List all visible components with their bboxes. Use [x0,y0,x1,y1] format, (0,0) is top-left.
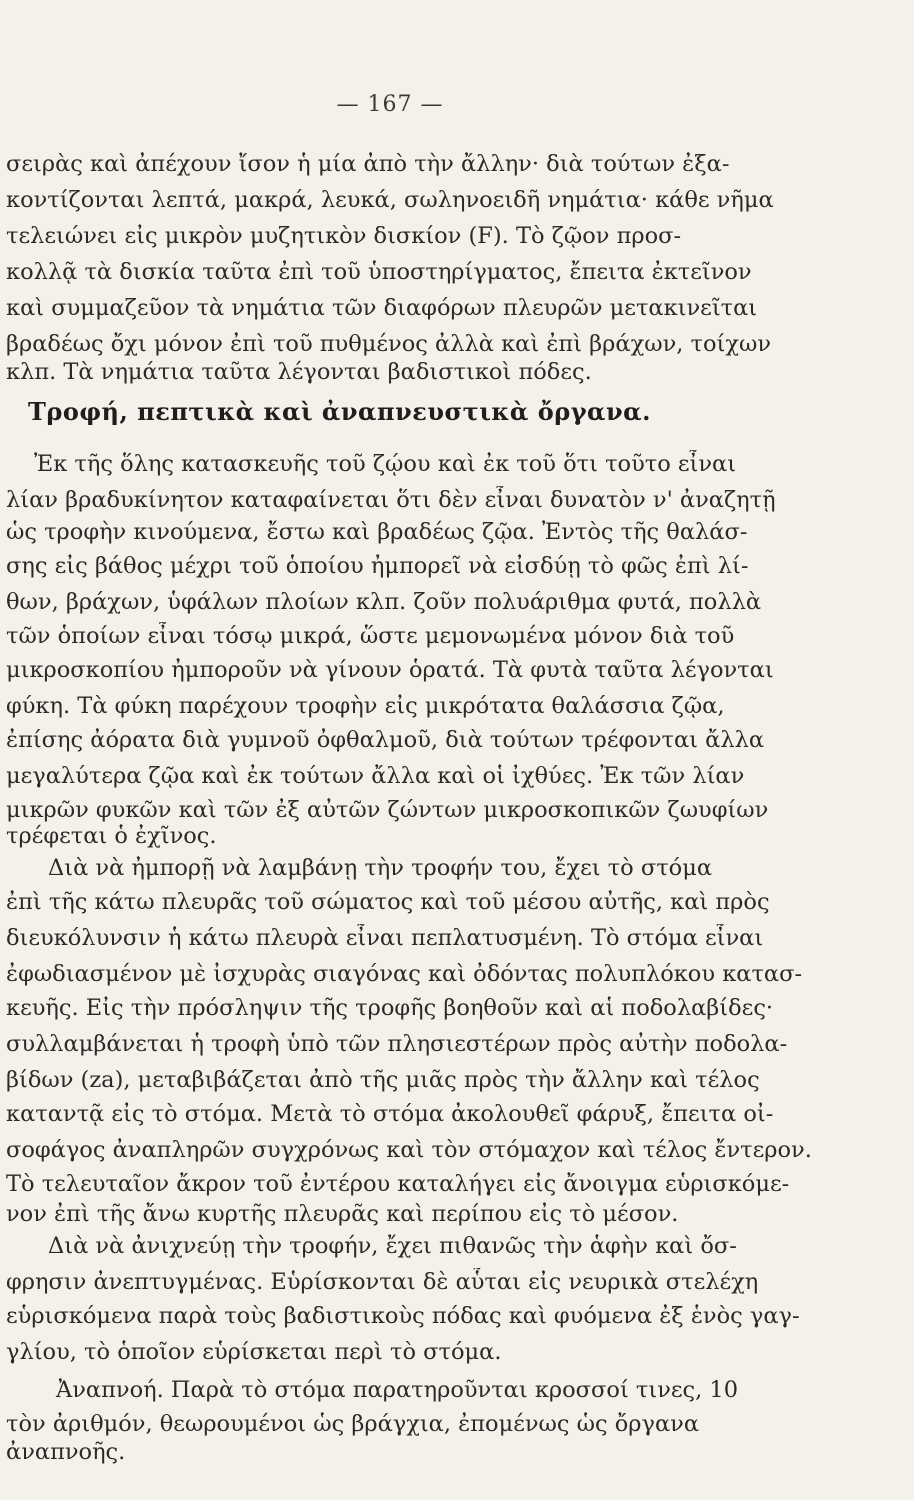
text-line: μεγαλύτερα ζῷα καὶ ἐκ τούτων ἄλλα καὶ οἱ ἰχθύες. Ἐκ τῶν λίαν [6,763,745,789]
text-line: τρέφεται ὁ ἐχῖνος. [6,823,217,849]
text-line: τῶν ὁποίων εἶναι τόσῳ μικρά, ὥστε μεμονωμένα μόνον διὰ τοῦ [6,623,735,649]
text-line: Ἐκ τῆς ὅλης κατασκευῆς τοῦ ζῴου καὶ ἐκ τοῦ ὅτι τοῦτο εἶναι [34,451,737,477]
text-line: σοφάγος ἀναπληρῶν συγχρόνως καὶ τὸν στόμαχον καὶ τέλος ἔντερον. [6,1137,812,1163]
text-line: συλλαμβάνεται ἡ τροφὴ ὑπὸ τῶν πλησιεστέρων πρὸς αὐτὴν ποδολα- [6,1031,788,1057]
text-line: νον ἐπὶ τῆς ἄνω κυρτῆς πλευρᾶς καὶ περίπου εἰς τὸ μέσον. [6,1201,679,1227]
text-line: Διὰ νὰ ἠμπορῇ νὰ λαμβάνῃ τὴν τροφήν του, ἔχει τὸ στόμα [48,855,713,881]
text-line: ὡς τροφὴν κινούμενα, ἔστω καὶ βραδέως ζῷα. Ἐντὸς τῆς θαλάσ- [6,519,748,545]
text-line: βραδέως ὄχι μόνον ἐπὶ τοῦ πυθμένος ἀλλὰ καὶ ἐπὶ βράχων, τοίχων [6,331,772,357]
text-line: θων, βράχων, ὑφάλων πλοίων κλπ. ζοῦν πολυάριθμα φυτά, πολλὰ [6,589,762,615]
text-line: Τὸ τελευταῖον ἄκρον τοῦ ἐντέρου καταλήγει εἰς ἄνοιγμα εὑρισκόμε- [6,1171,790,1197]
text-line: καταντᾷ εἰς τὸ στόμα. Μετὰ τὸ στόμα ἀκολουθεῖ φάρυξ, ἔπειτα οἰ- [6,1101,774,1127]
text-line: κλπ. Τὰ νημάτια ταῦτα λέγονται βαδιστικοὶ πόδες. [6,359,592,385]
text-line: μικρῶν φυκῶν καὶ τῶν ἐξ αὐτῶν ζώντων μικροσκοπικῶν ζωυφίων [6,797,769,823]
text-line: Ἀναπνοή. Παρὰ τὸ στόμα παρατηροῦνται κροσσοί τινες, 10 [56,1377,739,1403]
section-heading: Τροφή, πεπτικὰ καὶ ἀναπνευστικὰ ὄργανα. [28,398,652,426]
text-line: βίδων (za), μεταβιβάζεται ἀπὸ τῆς μιᾶς πρὸς τὴν ἄλλην καὶ τέλος [6,1067,760,1093]
text-line: λίαν βραδυκίνητον καταφαίνεται ὅτι δὲν εἶναι δυνατὸν ν' ἀναζητῇ [6,487,776,513]
text-line: φρησιν ἀνεπτυγμένας. Εὑρίσκονται δὲ αὗται εἰς νευρικὰ στελέχη [6,1269,759,1295]
text-line: ἐπίσης ἀόρατα διὰ γυμνοῦ ὀφθαλμοῦ, διὰ τούτων τρέφονται ἄλλα [6,727,765,753]
text-line: καὶ συμμαζεῦον τὰ νημάτια τῶν διαφόρων πλευρῶν μετακινεῖται [6,295,758,321]
text-line: ἀναπνοῆς. [6,1439,126,1465]
text-line: διευκόλυνσιν ἡ κάτω πλευρὰ εἶναι πεπλατυσμένη. Τὸ στόμα εἶναι [6,925,764,951]
text-line: γλίου, τὸ ὁποῖον εὑρίσκεται περὶ τὸ στόμα. [6,1339,502,1365]
text-line: σειρὰς καὶ ἀπέχουν ἴσον ἡ μία ἀπὸ τὴν ἄλλην· διὰ τούτων ἐξα- [6,151,730,177]
text-line: κοντίζονται λεπτά, μακρά, λευκά, σωληνοειδῆ νημάτια· κάθε νῆμα [6,187,774,213]
text-line: τὸν ἀριθμόν, θεωρουμένοι ὡς βράγχια, ἐπομένως ὡς ὄργανα [6,1411,700,1437]
text-line: ἐπὶ τῆς κάτω πλευρᾶς τοῦ σώματος καὶ τοῦ μέσου αὐτῆς, καὶ πρὸς [6,889,770,915]
text-line: μικροσκοπίου ἠμποροῦν νὰ γίνουν ὁρατά. Τὰ φυτὰ ταῦτα λέγονται [6,657,774,683]
page-number: — 167 — [336,92,444,117]
text-line: σης εἰς βάθος μέχρι τοῦ ὁποίου ἠμπορεῖ νὰ εἰσδύῃ τὸ φῶς ἐπὶ λί- [6,553,749,579]
text-line: Διὰ νὰ ἀνιχνεύῃ τὴν τροφήν, ἔχει πιθανῶς τὴν ἁφὴν καὶ ὄσ- [48,1233,737,1259]
text-line: φύκη. Τὰ φύκη παρέχουν τροφὴν εἰς μικρότατα θαλάσσια ζῷα, [6,693,725,719]
text-line: κευῆς. Εἰς τὴν πρόσληψιν τῆς τροφῆς βοηθοῦν καὶ αἱ ποδολαβίδες· [6,995,774,1021]
text-line: ἐφωδιασμένον μὲ ἰσχυρὰς σιαγόνας καὶ ὀδόντας πολυπλόκου κατασ- [6,961,803,987]
text-line: κολλᾷ τὰ δισκία ταῦτα ἐπὶ τοῦ ὑποστηρίγματος, ἔπειτα ἐκτεῖνον [6,259,752,285]
text-line: εὑρισκόμενα παρὰ τοὺς βαδιστικοὺς πόδας καὶ φυόμενα ἐξ ἑνὸς γαγ- [6,1303,800,1329]
text-line: τελειώνει εἰς μικρὸν μυζητικὸν δισκίον (F). Τὸ ζῷον προσ- [6,223,682,249]
